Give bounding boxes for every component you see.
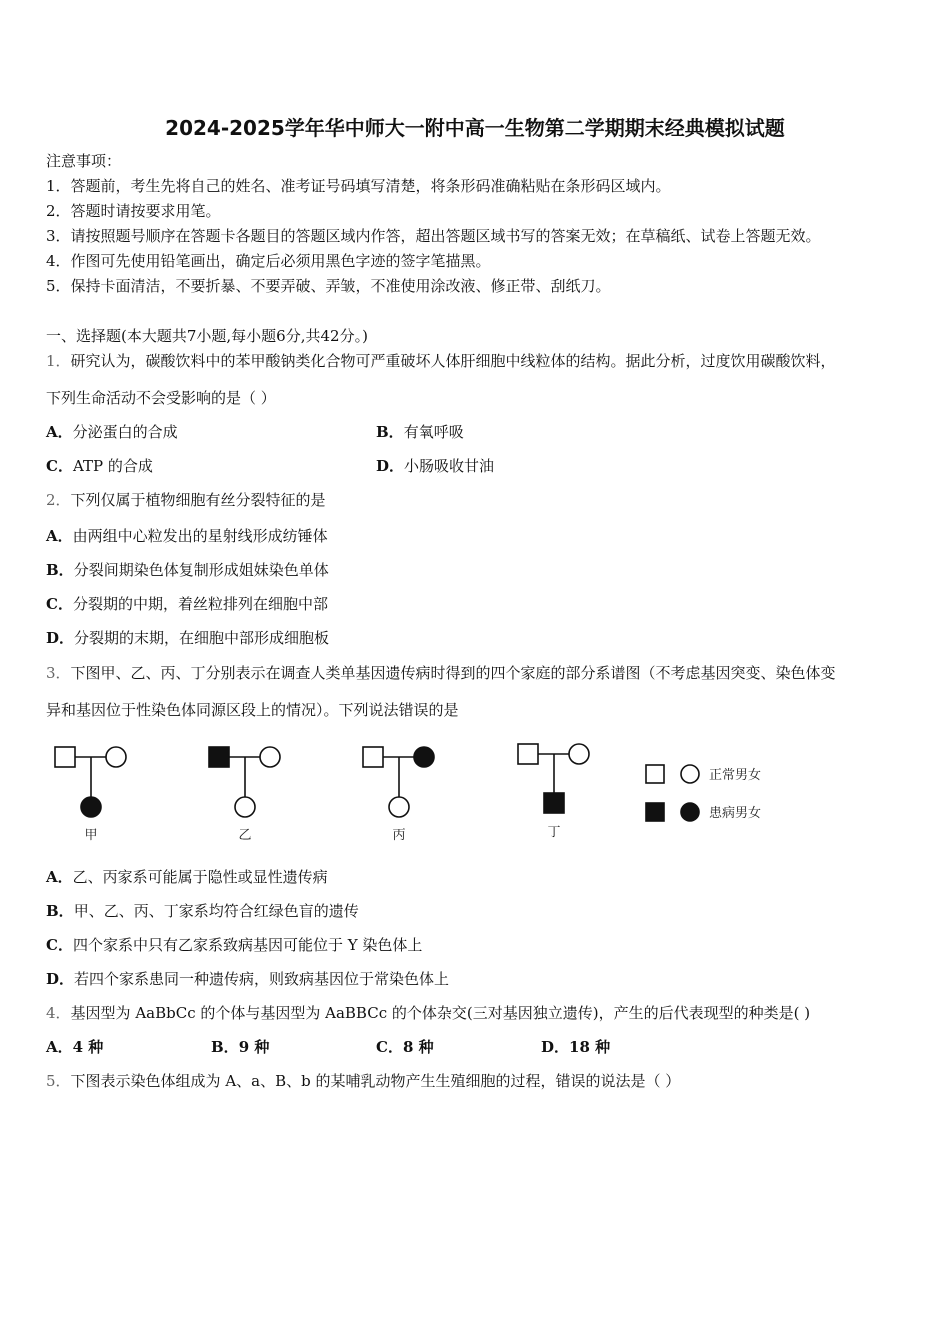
q4-option-c: C．8 种 bbox=[376, 1038, 434, 1056]
q1-option-c: C．ATP 的合成 bbox=[46, 457, 153, 475]
question-3-stem bbox=[46, 663, 836, 683]
affected-male-symbol bbox=[544, 793, 564, 813]
question-text: 基因型为 AaBbCc 的个体与基因型为 AaBBCc 的个体杂交(三对基因独立遗传)，产生的后代表现型的种类是( ) bbox=[70, 1004, 811, 1022]
q2-option-a: A．由两组中心粒发出的星射线形成纺锤体 bbox=[46, 527, 328, 545]
pedigree-family-yi bbox=[209, 747, 280, 817]
question-number: 2． bbox=[46, 491, 71, 509]
notice-item: 2．答题时请按要求用笔。 bbox=[46, 202, 221, 220]
q2-option-d: D．分裂期的末期，在细胞中部形成细胞板 bbox=[46, 629, 330, 647]
question-3-stem-cont: 异和基因位于性染色体同源区段上的情况）。下列说法错误的是 bbox=[46, 701, 459, 719]
q3-option-b: B．甲、乙、丙、丁家系均符合红绿色盲的遗传 bbox=[46, 902, 359, 920]
notice-heading: 注意事项： bbox=[46, 152, 122, 170]
family-label-ding: 丁 bbox=[547, 825, 561, 840]
family-label-bing: 丙 bbox=[392, 828, 406, 843]
legend-affected-female bbox=[681, 803, 699, 821]
question-text: 研究认为，碳酸饮料中的苯甲酸钠类化合物可严重破坏人体肝细胞中线粒体的结构。据此分析，过度饮用碳酸饮料， bbox=[70, 352, 836, 370]
q3-option-d: D．若四个家系患同一种遗传病，则致病基因位于常染色体上 bbox=[46, 970, 450, 988]
notice-item: 3．请按照题号顺序在答题卡各题目的答题区域内作答，超出答题区域书写的答案无效；在草稿纸、试卷上答题无效。 bbox=[46, 227, 821, 245]
pedigree-family-jia bbox=[55, 747, 126, 817]
normal-female-symbol bbox=[389, 797, 409, 817]
question-number: 4． bbox=[46, 1004, 71, 1022]
pedigree-legend bbox=[646, 765, 699, 821]
normal-male-symbol bbox=[55, 747, 75, 767]
normal-female-symbol bbox=[260, 747, 280, 767]
q1-option-a: A．分泌蛋白的合成 bbox=[46, 423, 178, 441]
question-2-stem bbox=[46, 490, 326, 510]
normal-female-symbol bbox=[569, 744, 589, 764]
pedigree-svg bbox=[46, 735, 786, 850]
legend-normal-label: 正常男女 bbox=[709, 768, 762, 783]
affected-male-symbol bbox=[209, 747, 229, 767]
pedigree-figure bbox=[46, 735, 786, 850]
legend-normal-female bbox=[681, 765, 699, 783]
q1-option-b: B．有氧呼吸 bbox=[376, 423, 464, 441]
legend-normal-male bbox=[646, 765, 664, 783]
notice-item: 1．答题前，考生先将自己的姓名、准考证号码填写清楚，将条形码准确粘贴在条形码区域内。 bbox=[46, 177, 671, 195]
question-1-stem-cont: 下列生命活动不会受影响的是（ ） bbox=[46, 389, 276, 407]
pedigree-family-ding bbox=[518, 744, 589, 813]
question-text: 下图表示染色体组成为 A、a、B、b 的某哺乳动物产生生殖细胞的过程，错误的说法是（ ） bbox=[70, 1072, 681, 1090]
question-4-stem bbox=[46, 1003, 810, 1023]
pedigree-family-bing bbox=[363, 747, 434, 817]
q2-option-b: B．分裂间期染色体复制形成姐妹染色单体 bbox=[46, 561, 329, 579]
legend-affected-label: 患病男女 bbox=[709, 806, 762, 821]
affected-female-symbol bbox=[81, 797, 101, 817]
q3-option-a: A．乙、丙家系可能属于隐性或显性遗传病 bbox=[46, 868, 328, 886]
question-1-stem bbox=[46, 351, 836, 371]
q4-option-d: D．18 种 bbox=[541, 1038, 611, 1056]
q3-option-c: C．四个家系中只有乙家系致病基因可能位于 Y 染色体上 bbox=[46, 936, 423, 954]
normal-female-symbol bbox=[235, 797, 255, 817]
notice-item: 4．作图可先使用铅笔画出，确定后必须用黑色字迹的签字笔描黑。 bbox=[46, 252, 491, 270]
question-5-stem bbox=[46, 1071, 680, 1091]
normal-male-symbol bbox=[518, 744, 538, 764]
question-text: 下图甲、乙、丙、丁分别表示在调查人类单基因遗传病时得到的四个家庭的部分系谱图（不考虑基因突变、染色体变 bbox=[70, 664, 836, 682]
normal-female-symbol bbox=[106, 747, 126, 767]
q1-option-d: D．小肠吸收甘油 bbox=[376, 457, 495, 475]
page-title: 2024-2025学年华中师大一附中高一生物第二学期期末经典模拟试题 bbox=[165, 116, 785, 140]
question-number: 3． bbox=[46, 664, 71, 682]
family-label-yi: 乙 bbox=[238, 828, 252, 843]
family-label-jia: 甲 bbox=[84, 828, 98, 843]
q4-option-b: B．9 种 bbox=[211, 1038, 270, 1056]
question-text: 下列仅属于植物细胞有丝分裂特征的是 bbox=[70, 491, 326, 509]
legend-affected-male bbox=[646, 803, 664, 821]
notice-item: 5．保持卡面清洁，不要折暴、不要弄破、弄皱，不准使用涂改液、修正带、刮纸刀。 bbox=[46, 277, 611, 295]
normal-male-symbol bbox=[363, 747, 383, 767]
question-number: 1． bbox=[46, 352, 71, 370]
q2-option-c: C．分裂期的中期，着丝粒排列在细胞中部 bbox=[46, 595, 328, 613]
section-heading: 一、选择题(本大题共7小题,每小题6分,共42分。) bbox=[46, 327, 368, 345]
question-number: 5． bbox=[46, 1072, 71, 1090]
q4-option-a: A．4 种 bbox=[46, 1038, 104, 1056]
affected-female-symbol bbox=[414, 747, 434, 767]
